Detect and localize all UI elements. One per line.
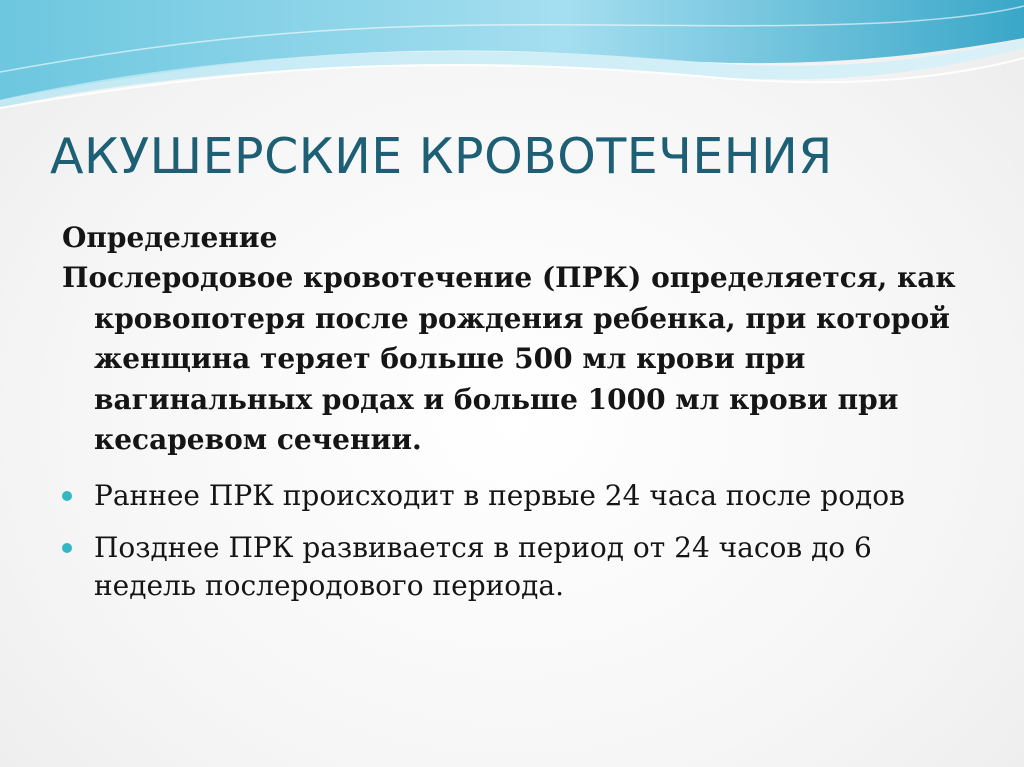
bullet-text: Раннее ПРК происходит в первые 24 часа после родов	[94, 478, 905, 512]
decorative-wave-banner	[0, 0, 1024, 130]
list-item	[62, 477, 982, 515]
bullet-list	[62, 477, 982, 605]
bullet-dot-icon	[62, 543, 72, 553]
slide-content	[62, 218, 982, 619]
list-item	[62, 529, 982, 605]
bullet-dot-icon	[62, 491, 72, 501]
bullet-text: Позднее ПРК развивается в период от 24 часов до 6 недель послеродового периода.	[94, 530, 872, 602]
section-heading: Определение	[62, 221, 278, 254]
definition-paragraph: Послеродовое кровотечение (ПРК) определяется, как кровопотеря после рождения ребенка, при которой женщина теряет больше 500 мл крови при вагинальных родах и больше 1000 мл крови при кесаревом сечении.	[62, 261, 956, 456]
slide-title: АКУШЕРСКИЕ КРОВОТЕЧЕНИЯ	[50, 128, 833, 185]
